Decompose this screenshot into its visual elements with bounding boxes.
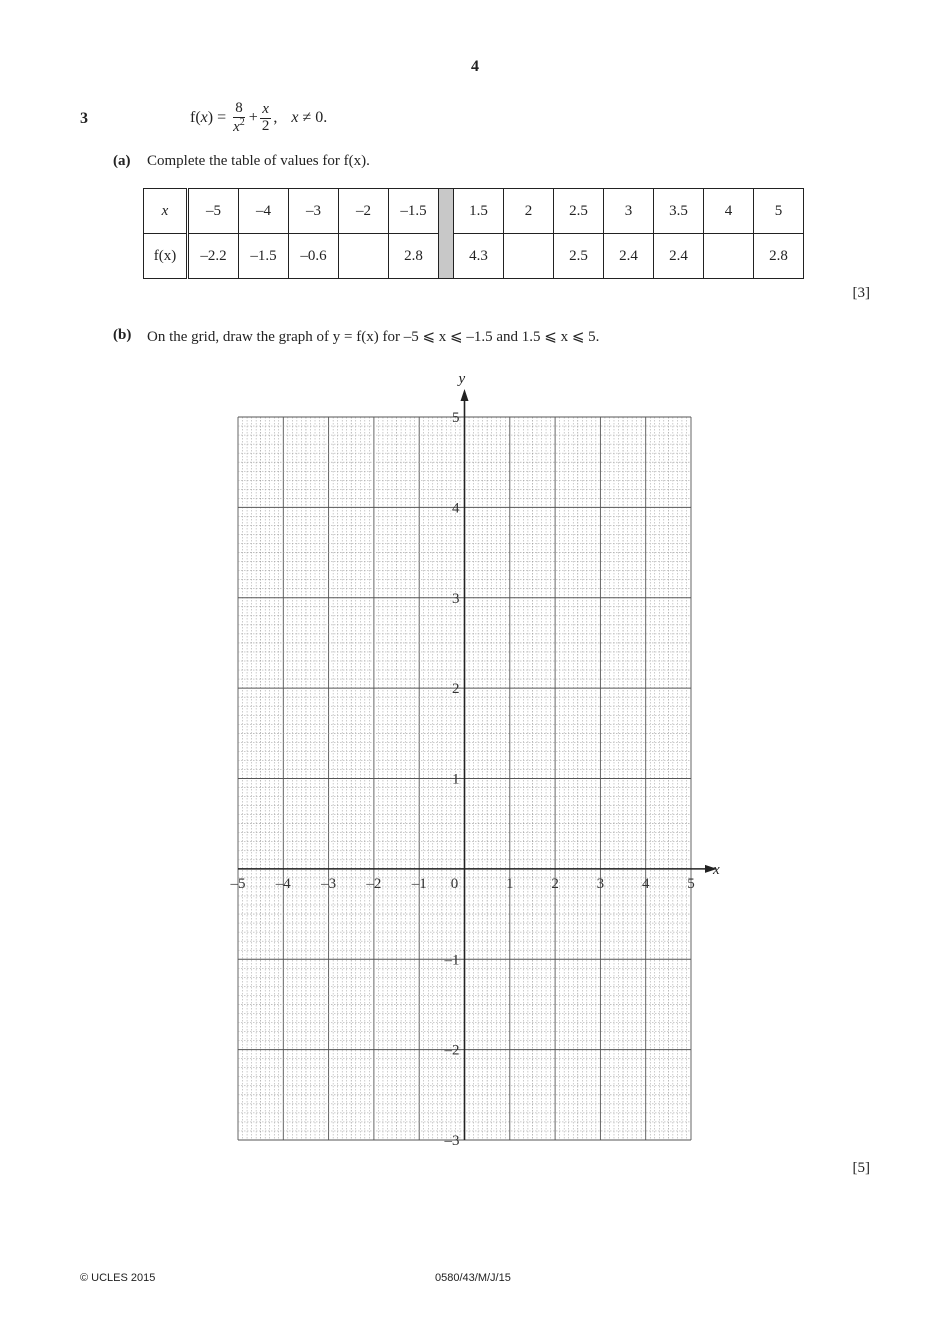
fx-cell: 2.4 [654, 234, 704, 279]
fx-cell: 2.5 [554, 234, 604, 279]
frac2-denominator: 2 [261, 117, 270, 134]
y-tick-label: 2 [452, 681, 460, 698]
frac2-numerator: x [262, 101, 269, 117]
footer-copyright: © UCLES 2015 [80, 1272, 156, 1284]
x-cell: 4 [704, 189, 754, 234]
x-tick-label: –5 [230, 875, 246, 892]
x-axis-label: x [713, 861, 720, 878]
y-tick-label: –3 [444, 1133, 460, 1149]
x-tick-label: 2 [551, 875, 559, 892]
x-tick-label: 0 [450, 875, 459, 892]
row-header-fx: f(x) [144, 234, 188, 279]
y-tick-label: 1 [452, 771, 460, 788]
y-axis-label: y [458, 371, 466, 387]
formula-plus: + [248, 109, 258, 127]
condition-var: x [291, 109, 299, 127]
y-tick-label: 4 [452, 500, 460, 517]
part-a-text: Complete the table of values for f(x). [147, 153, 370, 169]
formula-lhs: f( [190, 109, 201, 127]
x-tick-label: 4 [641, 875, 650, 892]
frac1-numerator: 8 [235, 100, 243, 116]
x-tick-label: 1 [506, 875, 514, 892]
x-cell: –3 [289, 189, 339, 234]
formula-comma: , [273, 109, 278, 127]
x-cell: –4 [239, 189, 289, 234]
x-tick-label: –2 [366, 875, 382, 892]
x-cell: –1.5 [389, 189, 439, 234]
x-cell: –2 [339, 189, 389, 234]
fx-cell: –0.6 [289, 234, 339, 279]
x-cell: 2.5 [554, 189, 604, 234]
marks-part-b: [5] [852, 1160, 870, 1176]
x-cell: 5 [754, 189, 804, 234]
x-tick-label: 5 [687, 875, 695, 892]
x-tick-label: 3 [596, 875, 605, 892]
formula-var: x [200, 109, 208, 127]
row-header-x: x [144, 189, 188, 234]
x-cell: 1.5 [454, 189, 504, 234]
y-tick-label: –1 [444, 952, 460, 969]
x-cell: 3.5 [654, 189, 704, 234]
question-number: 3 [80, 110, 88, 127]
page-number: 4 [471, 58, 479, 75]
frac1-exponent: 2 [239, 116, 245, 128]
fx-cell: 2.8 [754, 234, 804, 279]
condition-rest: ≠ 0. [302, 109, 328, 127]
footer-code: 0580/43/M/J/15 [435, 1272, 511, 1284]
part-b-text: On the grid, draw the graph of y = f(x) for –5 ⩽ x ⩽ –1.5 and 1.5 ⩽ x ⩽ 5. [147, 329, 600, 345]
fx-cell: 4.3 [454, 234, 504, 279]
x-tick-label: –1 [411, 875, 427, 892]
frac1-denominator: x [233, 118, 240, 135]
marks-part-a: [3] [852, 285, 870, 301]
y-axis-arrow [461, 389, 469, 401]
x-tick-label: –3 [321, 875, 337, 892]
y-tick-label: 5 [452, 410, 460, 426]
x-cell: 3 [604, 189, 654, 234]
fx-cell: 2.8 [389, 234, 439, 279]
part-b-label: (b) [113, 327, 132, 343]
formula-eq: ) = [207, 109, 227, 127]
y-tick-label: –2 [444, 1042, 460, 1059]
x-cell: –5 [188, 189, 239, 234]
part-a-label: (a) [113, 153, 131, 169]
x-tick-label: –4 [275, 875, 291, 892]
x-cell: 2 [504, 189, 554, 234]
fx-cell: –1.5 [239, 234, 289, 279]
y-tick-label: 3 [452, 590, 460, 607]
fx-cell: –2.2 [188, 234, 239, 279]
fx-cell: 2.4 [604, 234, 654, 279]
